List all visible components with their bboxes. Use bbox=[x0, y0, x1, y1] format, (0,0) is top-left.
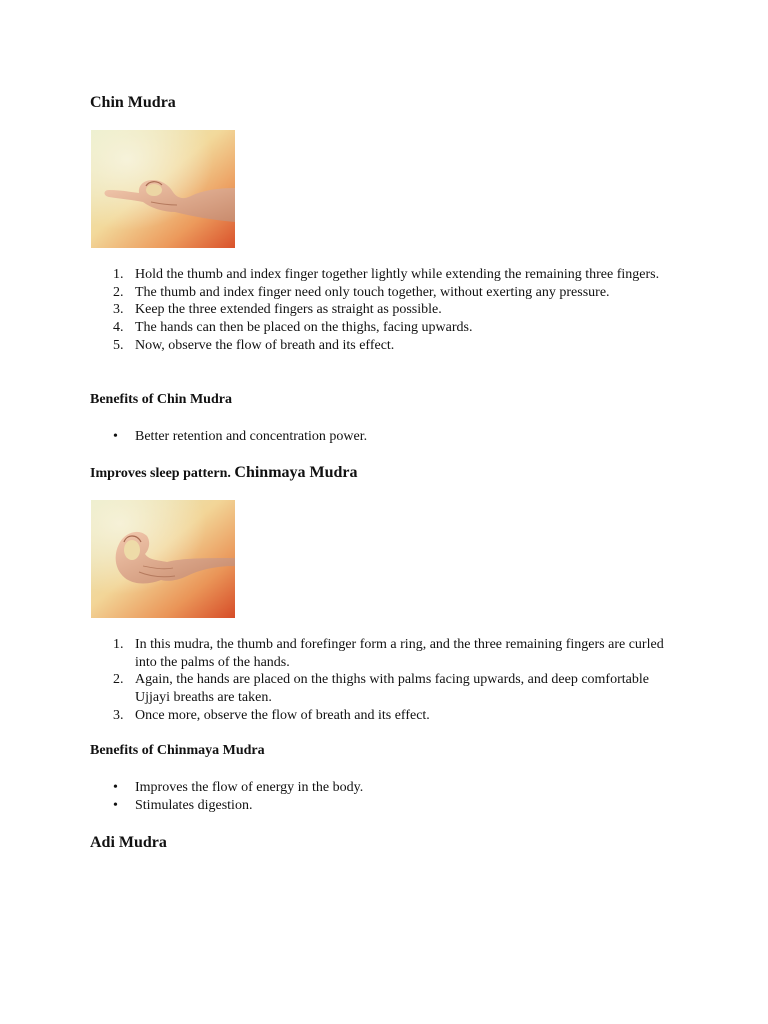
list-item bbox=[90, 636, 680, 671]
list-item bbox=[90, 428, 680, 446]
chin-mudra-steps bbox=[90, 266, 680, 355]
list-item-text: Hold the thumb and index finger together lightly while extending the remaining three fingers. bbox=[135, 267, 660, 282]
list-number: 1. bbox=[113, 267, 124, 282]
chinmaya-mudra-benefits-list bbox=[90, 779, 680, 814]
list-item bbox=[90, 337, 680, 355]
list-item bbox=[90, 284, 680, 302]
trailing-benefit-text: Improves sleep pattern. bbox=[90, 466, 235, 481]
list-item-text: In this mudra, the thumb and forefinger form a ring, and the three remaining fingers are curled into the palms of the hands. bbox=[135, 637, 664, 670]
chinmaya-mudra-benefits-heading: Benefits of Chinmaya Mudra bbox=[90, 743, 265, 758]
list-item-text: Now, observe the flow of breath and its effect. bbox=[135, 337, 395, 353]
chin-mudra-benefits-list bbox=[90, 428, 680, 446]
list-item-text: Improves the flow of energy in the body. bbox=[135, 780, 364, 795]
chin-mudra-heading: Chin Mudra bbox=[90, 94, 176, 111]
bullet-icon: • bbox=[113, 797, 118, 813]
list-item bbox=[90, 797, 680, 815]
chinmaya-mudra-photo bbox=[91, 500, 235, 618]
chinmaya-mudra-steps bbox=[90, 636, 680, 725]
list-item bbox=[90, 671, 680, 706]
list-item bbox=[90, 319, 680, 337]
chin-mudra-photo bbox=[91, 130, 235, 248]
list-number: 2. bbox=[113, 284, 124, 300]
list-number: 2. bbox=[113, 672, 124, 688]
list-item-text: Again, the hands are placed on the thighs with palms facing upwards, and deep comfortable Ujjayi breaths are taken. bbox=[135, 672, 649, 706]
list-item bbox=[90, 266, 680, 284]
bullet-icon: • bbox=[113, 780, 118, 795]
list-number: 3. bbox=[113, 707, 124, 723]
list-number: 3. bbox=[113, 302, 124, 318]
chinmaya-mudra-heading: Chinmaya Mudra bbox=[234, 464, 358, 481]
list-item-text: The hands can then be placed on the thighs, facing upwards. bbox=[135, 320, 473, 336]
chin-mudra-benefits-heading: Benefits of Chin Mudra bbox=[90, 392, 232, 407]
list-item bbox=[90, 301, 680, 319]
list-item-text: Stimulates digestion. bbox=[135, 797, 253, 813]
list-item bbox=[90, 779, 680, 797]
adi-mudra-heading: Adi Mudra bbox=[90, 834, 167, 851]
list-item-text: Keep the three extended fingers as straight as possible. bbox=[135, 302, 442, 318]
list-item-text: Once more, observe the flow of breath and its effect. bbox=[135, 707, 430, 723]
list-number: 5. bbox=[113, 337, 124, 353]
list-number: 4. bbox=[113, 320, 124, 336]
list-number: 1. bbox=[113, 637, 124, 652]
list-item-text: Better retention and concentration power. bbox=[135, 429, 368, 444]
list-item bbox=[90, 707, 680, 725]
bullet-icon: • bbox=[113, 429, 118, 444]
mixed-heading-line bbox=[90, 464, 358, 483]
list-item-text: The thumb and index finger need only touch together, without exerting any pressure. bbox=[135, 284, 610, 300]
